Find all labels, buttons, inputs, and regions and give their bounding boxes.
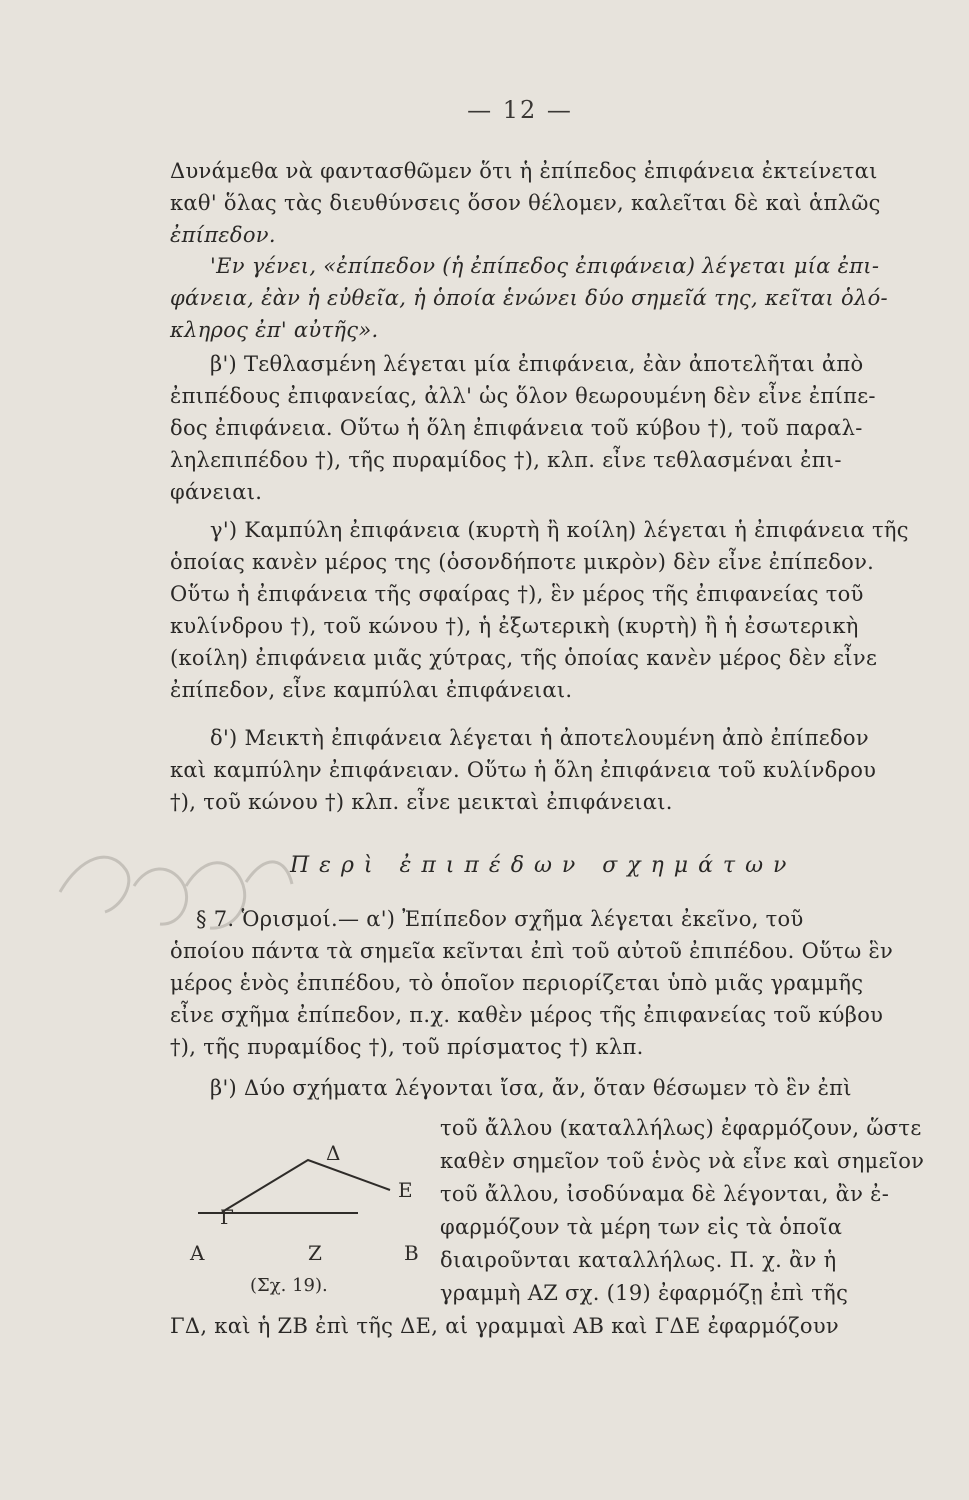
text-line: γ') Καμπύλη ἐπιφάνεια (κυρτὴ ἢ κοίλη) λέγεται ἡ ἐπιφάνεια τῆς	[210, 518, 909, 542]
figure-caption: (Σχ. 19).	[250, 1275, 328, 1296]
line-gde	[222, 1160, 390, 1212]
text-line: ὁποίου πάντα τὰ σημεῖα κεῖνται ἐπὶ τοῦ αὐτοῦ ἐπιπέδου. Οὕτω ἓν	[170, 939, 894, 963]
label-beta: Β	[404, 1241, 419, 1265]
text-line: †), τοῦ κώνου †) κλπ. εἶνε μεικταὶ ἐπιφάνειαι.	[170, 790, 673, 814]
label-zeta: Ζ	[308, 1241, 322, 1265]
page-number: — 12 —	[467, 96, 573, 124]
text-line: μέρος ἑνὸς ἐπιπέδου, τὸ ὁποῖον περιορίζεται ὑπὸ μιᾶς γραμμῆς	[170, 971, 864, 995]
text-line: δος ἐπιφάνεια. Οὕτω ἡ ὅλη ἐπιφάνεια τοῦ κύβου †), τοῦ παραλ-	[170, 416, 863, 440]
text-line: κληρος ἐπ' αὐτῆς».	[170, 318, 379, 342]
text-line: § 7. Ὁρισμοί.— α') Ἐπίπεδον σχῆμα λέγεται ἐκεῖνο, τοῦ	[196, 907, 804, 931]
text-line: β') Δύο σχήματα λέγονται ἴσα, ἄν, ὅταν θέσωμεν τὸ ἓν ἐπὶ	[210, 1076, 852, 1100]
text-line: καθ' ὅλας τὰς διευθύνσεις ὅσον θέλομεν, καλεῖται δὲ καὶ ἁπλῶς	[170, 191, 881, 215]
text-line: τοῦ ἄλλου (καταλλήλως) ἐφαρμόζουν, ὥστε	[440, 1116, 922, 1140]
text-line: εἶνε σχῆμα ἐπίπεδον, π.χ. καθὲν μέρος τῆς ἐπιφανείας τοῦ κύβου	[170, 1003, 884, 1027]
figure-19	[180, 1141, 430, 1310]
text-line: ἐπίπεδον.	[170, 223, 276, 247]
label-epsilon: Ε	[398, 1178, 413, 1202]
text-line: Οὕτω ἡ ἐπιφάνεια τῆς σφαίρας †), ἓν μέρος τῆς ἐπιφανείας τοῦ	[170, 582, 864, 606]
text-line: φάνειαι.	[170, 480, 263, 504]
text-line: ΓΔ, καὶ ἡ ΖΒ ἐπὶ τῆς ΔΕ, αἱ γραμμαὶ ΑΒ καὶ ΓΔΕ ἐφαρμόζουν	[170, 1314, 839, 1338]
text-line: ἐπιπέδους ἐπιφανείας, ἀλλ' ὡς ὅλον θεωρουμένη δὲν εἶνε ἐπίπε-	[170, 384, 876, 408]
text-line: κυλίνδρου †), τοῦ κώνου †), ἡ ἐξωτερικὴ (κυρτὴ) ἢ ἡ ἐσωτερικὴ	[170, 614, 859, 638]
text-line: καθὲν σημεῖον τοῦ ἑνὸς νὰ εἶνε καὶ σημεῖον	[440, 1149, 925, 1173]
label-alpha: Α	[190, 1241, 205, 1265]
text-line: φαρμόζουν τὰ μέρη των εἰς τὰ ὁποῖα	[440, 1215, 843, 1239]
text-line: ἐπίπεδον, εἶνε καμπύλαι ἐπιφάνειαι.	[170, 678, 573, 702]
text-line: ὁποίας κανὲν μέρος της (ὁσονδήποτε μικρὸν) δὲν εἶνε ἐπίπεδον.	[170, 550, 875, 574]
text-line: καὶ καμπύλην ἐπιφάνειαν. Οὕτω ἡ ὅλη ἐπιφάνεια τοῦ κυλίνδρου	[170, 758, 877, 782]
text-line: τοῦ ἄλλου, ἰσοδύναμα δὲ λέγονται, ἂν ἐ-	[440, 1182, 890, 1206]
text-line: δ') Μεικτὴ ἐπιφάνεια λέγεται ἡ ἀποτελουμένη ἀπὸ ἐπίπεδον	[210, 726, 869, 750]
text-line: διαιροῦνται καταλλήλως. Π. χ. ἂν ἡ	[440, 1248, 837, 1272]
text-line: †), τῆς πυραμίδος †), τοῦ πρίσματος †) κλπ.	[170, 1035, 644, 1059]
section-heading: Περὶ ἐπιπέδων σχημάτων	[290, 853, 797, 878]
text-line: Δυνάμεθα νὰ φαντασθῶμεν ὅτι ἡ ἐπίπεδος ἐπιφάνεια ἐκτείνεται	[170, 159, 878, 183]
text-line: γραμμὴ ΑΖ σχ. (19) ἐφαρμόζῃ ἐπὶ τῆς	[440, 1281, 849, 1305]
label-gamma: Γ	[220, 1205, 234, 1229]
text-line: β') Τεθλασμένη λέγεται μία ἐπιφάνεια, ἐὰν ἀποτελῆται ἀπὸ	[210, 352, 864, 376]
text-line: (κοίλη) ἐπιφάνεια μιᾶς χύτρας, τῆς ὁποίας κανὲν μέρος δὲν εἶνε	[170, 646, 878, 670]
text-line: ληλεπιπέδου †), τῆς πυραμίδος †), κλπ. εἶνε τεθλασμέναι ἐπι-	[170, 448, 842, 472]
text-line: φάνεια, ἐὰν ἡ εὐθεῖα, ἡ ὁποία ἑνώνει δύο σημεῖά της, κεῖται ὁλό-	[170, 286, 888, 310]
text-line: 'Εν γένει, «ἐπίπεδον (ἡ ἐπίπεδος ἐπιφάνεια) λέγεται μία ἐπι-	[210, 254, 880, 278]
label-delta: Δ	[326, 1141, 341, 1165]
